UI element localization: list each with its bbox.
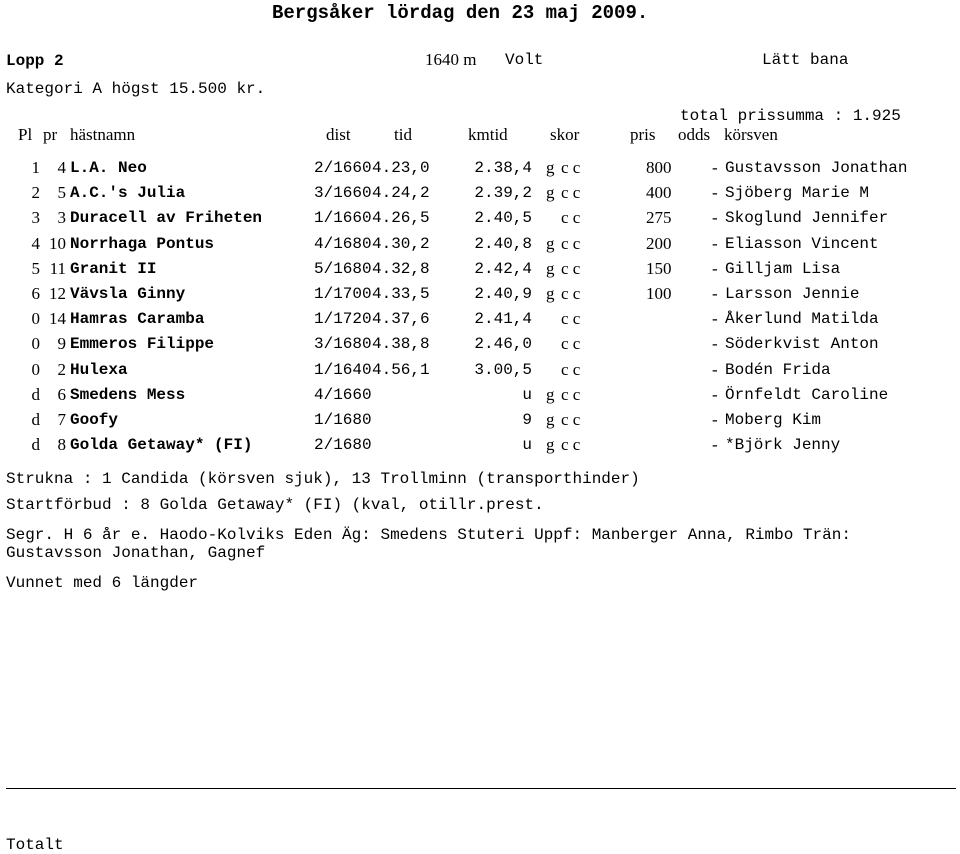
row-odds-dash: - xyxy=(712,435,718,455)
row-post: 7 xyxy=(57,410,66,429)
row-place: 0 xyxy=(31,334,40,354)
row-shoe-g: g xyxy=(546,435,555,455)
row-shoe-g: g xyxy=(546,284,555,303)
row-post: 4 xyxy=(57,158,66,177)
row-time: 4.33,5 xyxy=(372,285,430,303)
header-tid: tid xyxy=(394,125,412,144)
row-km-time: 9 xyxy=(522,411,532,429)
row-odds-dash: - xyxy=(712,183,718,203)
row-odds-dash: - xyxy=(712,233,718,253)
row-horse-name: Emmeros Filippe xyxy=(70,335,215,354)
row-horse-name: Vävsla Ginny xyxy=(70,285,186,303)
row-driver: Skoglund Jennifer xyxy=(725,209,889,228)
row-km-time: 2.41,4 xyxy=(474,310,532,329)
row-driver: Örnfeldt Caroline xyxy=(725,385,889,404)
row-odds-dash: - xyxy=(712,309,718,329)
row-distance: 3/1680 xyxy=(314,335,372,354)
row-distance: 4/1660 xyxy=(314,385,372,404)
row-km-time: 2.40,8 xyxy=(474,234,532,253)
row-shoes: c c xyxy=(561,233,581,253)
row-prize: 150 xyxy=(646,258,672,278)
row-place: 0 xyxy=(31,309,40,329)
row-distance: 1/1720 xyxy=(314,310,372,329)
row-km-time: u xyxy=(522,385,532,404)
race-distance: 1640 m xyxy=(425,50,477,69)
row-km-time: u xyxy=(522,436,532,455)
row-horse-name: Golda Getaway* (FI) xyxy=(70,436,253,455)
row-shoes: c c xyxy=(561,208,581,228)
row-horse-name: Hamras Caramba xyxy=(70,310,205,329)
header-pl: Pl xyxy=(18,125,33,144)
row-km-time: 2.39,2 xyxy=(474,184,532,203)
row-place: 1 xyxy=(31,158,40,177)
row-distance: 2/1660 xyxy=(314,159,372,177)
row-km-time: 2.42,4 xyxy=(474,259,532,278)
row-post: 6 xyxy=(57,384,66,404)
row-distance: 1/1640 xyxy=(314,360,372,379)
row-prize: 200 xyxy=(646,233,672,253)
total-prize: total prissumma : 1.925 xyxy=(680,107,901,125)
row-horse-name: Goofy xyxy=(70,411,119,429)
row-prize: 100 xyxy=(646,284,672,303)
row-odds-dash: - xyxy=(712,284,718,303)
row-horse-name: Smedens Mess xyxy=(70,385,186,404)
row-place: 3 xyxy=(31,208,40,228)
row-place: 2 xyxy=(31,183,40,203)
row-shoe-g: g xyxy=(546,410,555,429)
row-time: 4.37,6 xyxy=(372,310,430,329)
row-driver: *Björk Jenny xyxy=(725,436,841,455)
row-shoes: c c xyxy=(561,384,581,404)
header-pr: pr xyxy=(43,125,58,144)
winner-info-line2: Gustavsson Jonathan, Gagnef xyxy=(6,544,266,562)
row-place: 4 xyxy=(31,233,40,253)
row-odds-dash: - xyxy=(712,208,718,228)
row-distance: 1/1700 xyxy=(314,285,372,303)
row-shoes: c c xyxy=(561,158,581,177)
header-pris: pris xyxy=(630,125,656,144)
row-place: 0 xyxy=(31,359,40,379)
row-time: 4.32,8 xyxy=(372,259,430,278)
row-shoe-g: g xyxy=(546,183,555,203)
row-driver: Gilljam Lisa xyxy=(725,259,841,278)
header-skor: skor xyxy=(550,125,580,144)
row-time: 4.26,5 xyxy=(372,209,430,228)
row-time: 4.56,1 xyxy=(372,360,430,379)
row-time: 4.30,2 xyxy=(372,234,430,253)
row-km-time: 2.40,5 xyxy=(474,209,532,228)
header-kmtid: kmtid xyxy=(468,125,508,144)
row-km-time: 3.00,5 xyxy=(474,360,532,379)
header-odds: odds xyxy=(678,125,711,144)
row-post: 12 xyxy=(49,284,66,303)
row-shoes: c c xyxy=(561,359,581,379)
row-horse-name: L.A. Neo xyxy=(70,159,147,177)
row-post: 14 xyxy=(49,309,66,329)
header-horse: hästnamn xyxy=(70,125,136,144)
row-post: 3 xyxy=(57,208,66,228)
row-odds-dash: - xyxy=(712,410,718,429)
row-place: d xyxy=(31,410,40,429)
header-dist: dist xyxy=(326,125,351,144)
row-distance: 1/1660 xyxy=(314,209,372,228)
row-horse-name: Granit II xyxy=(70,259,157,278)
row-post: 2 xyxy=(57,359,66,379)
row-driver: Moberg Kim xyxy=(725,411,822,429)
row-place: 5 xyxy=(31,258,40,278)
row-distance: 5/1680 xyxy=(314,259,372,278)
row-distance: 3/1660 xyxy=(314,184,372,203)
row-prize: 800 xyxy=(646,158,672,177)
row-odds-dash: - xyxy=(712,384,718,404)
row-shoe-g: g xyxy=(546,258,555,278)
row-km-time: 2.40,9 xyxy=(474,285,532,303)
row-place: d xyxy=(31,384,40,404)
row-driver: Gustavsson Jonathan xyxy=(725,159,908,177)
row-horse-name: Hulexa xyxy=(70,360,128,379)
row-shoe-g: g xyxy=(546,158,555,177)
start-ban-note: Startförbud : 8 Golda Getaway* (FI) (kval, otillr.prest. xyxy=(6,496,544,514)
scratched-note: Strukna : 1 Candida (körsven sjuk), 13 Trollminn (transporthinder) xyxy=(6,470,640,488)
track-condition: Lätt bana xyxy=(762,51,849,69)
row-time: 4.38,8 xyxy=(372,335,430,354)
row-driver: Söderkvist Anton xyxy=(725,335,879,354)
row-shoe-g: g xyxy=(546,384,555,404)
row-shoes: c c xyxy=(561,309,581,329)
race-start-type: Volt xyxy=(505,51,544,69)
total-label: Totalt xyxy=(6,836,64,854)
row-odds-dash: - xyxy=(712,258,718,278)
row-post: 11 xyxy=(49,258,66,278)
row-post: 5 xyxy=(57,183,66,203)
header-driver: körsven xyxy=(724,125,778,144)
race-category: Kategori A högst 15.500 kr. xyxy=(6,80,266,98)
row-horse-name: Norrhaga Pontus xyxy=(70,234,215,253)
row-driver: Åkerlund Matilda xyxy=(725,310,879,329)
row-driver: Eliasson Vincent xyxy=(725,234,879,253)
row-driver: Larsson Jennie xyxy=(725,285,860,303)
row-km-time: 2.38,4 xyxy=(474,159,532,177)
row-post: 10 xyxy=(49,233,66,253)
row-driver: Bodén Frida xyxy=(725,360,831,379)
row-time: 4.23,0 xyxy=(372,159,430,177)
row-horse-name: A.C.'s Julia xyxy=(70,184,186,203)
row-time: 4.24,2 xyxy=(372,184,430,203)
row-distance: 4/1680 xyxy=(314,234,372,253)
row-prize: 400 xyxy=(646,183,672,203)
row-shoes: c c xyxy=(561,284,581,303)
row-shoes: c c xyxy=(561,183,581,203)
row-odds-dash: - xyxy=(712,334,718,354)
row-distance: 1/1680 xyxy=(314,411,372,429)
row-km-time: 2.46,0 xyxy=(474,335,532,354)
winning-margin: Vunnet med 6 längder xyxy=(6,574,199,592)
row-shoes: c c xyxy=(561,435,581,455)
row-post: 9 xyxy=(57,334,66,354)
row-horse-name: Duracell av Friheten xyxy=(70,209,263,228)
row-place: 6 xyxy=(31,284,40,303)
row-shoes: c c xyxy=(561,258,581,278)
row-odds-dash: - xyxy=(712,359,718,379)
page-title: Bergsåker lördag den 23 maj 2009. xyxy=(272,2,649,24)
row-place: d xyxy=(31,435,40,455)
row-driver: Sjöberg Marie M xyxy=(725,184,870,203)
row-prize: 275 xyxy=(646,208,672,228)
divider-line xyxy=(6,788,956,789)
row-odds-dash: - xyxy=(712,158,718,177)
race-number: Lopp 2 xyxy=(6,52,64,70)
winner-info-line1: Segr. H 6 år e. Haodo-Kolviks Eden Äg: Smedens Stuteri Uppf: Manberger Anna, Rimbo Trän: xyxy=(6,526,851,544)
row-shoe-g: g xyxy=(546,233,555,253)
row-shoes: c c xyxy=(561,334,581,354)
row-shoes: c c xyxy=(561,410,581,429)
row-distance: 2/1680 xyxy=(314,436,372,455)
row-post: 8 xyxy=(57,435,66,455)
